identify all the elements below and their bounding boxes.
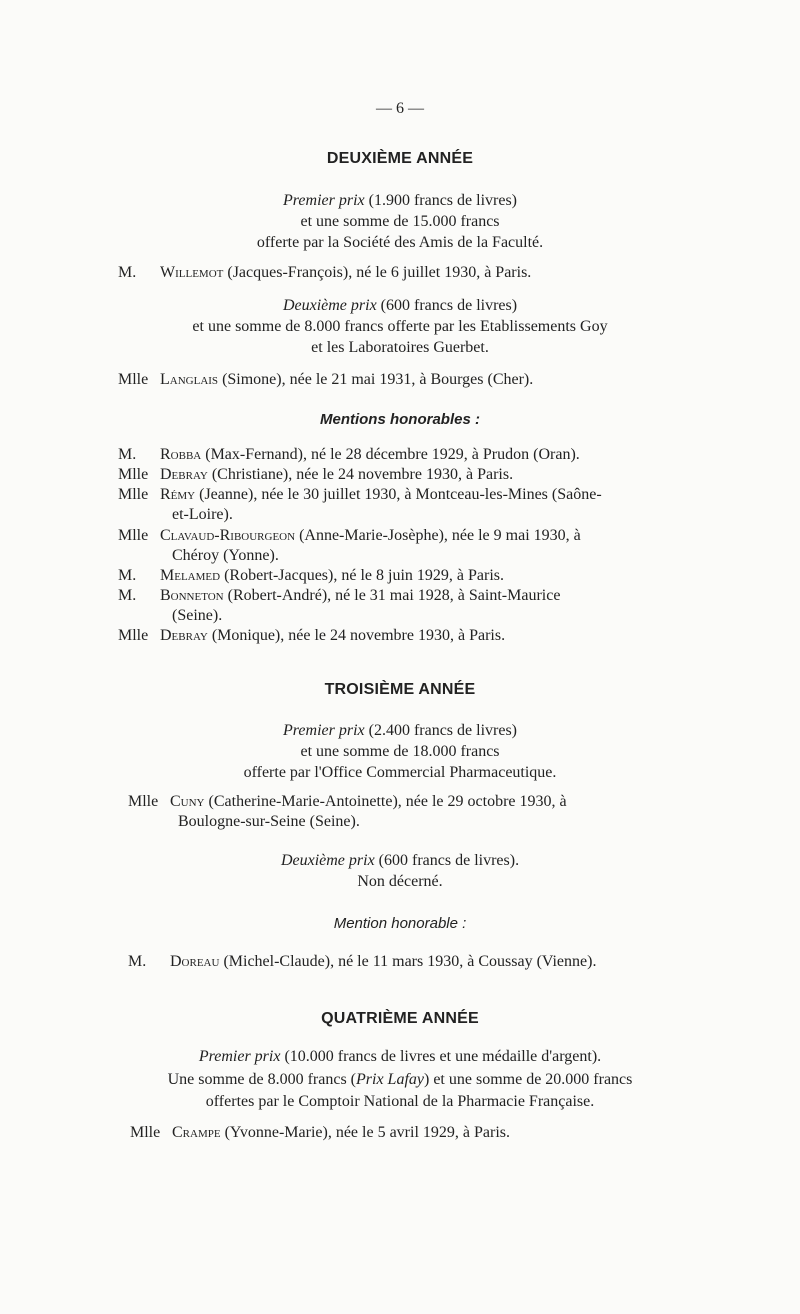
deuxieme-prix-line — [0, 297, 800, 315]
title-prefix: Mlle — [128, 793, 159, 810]
laureate-details: (Christiane), née le 24 novembre 1930, à Paris. — [211, 466, 514, 483]
premier-prix-line — [0, 1048, 800, 1066]
mention-entry — [118, 627, 505, 645]
laureate-name: Willemot — [160, 264, 224, 281]
prize-line — [0, 1071, 800, 1089]
title-prefix: Mlle — [130, 1124, 161, 1141]
laureate-continuation: Boulogne-sur-Seine (Seine). — [178, 813, 360, 830]
prize-line: offerte par la Société des Amis de la Faculté. — [256, 234, 544, 251]
prize-desc: (600 francs de livres). — [378, 852, 520, 869]
title-prefix: M. — [128, 953, 147, 970]
title-prefix: Mlle — [118, 466, 149, 483]
prize-line: Non décerné. — [357, 873, 443, 890]
laureate-name: Cuny — [170, 793, 205, 810]
page-number: — 6 — — [376, 100, 424, 117]
laureate-details: (Anne-Marie-Josèphe), née le 9 mai 1930, à — [299, 527, 581, 544]
laureate-details: (Max-Fernand), né le 28 décembre 1929, à Prudon (Oran). — [205, 446, 580, 463]
prize-line: et une somme de 18.000 francs — [300, 743, 500, 760]
prize-label: Deuxième prix — [280, 852, 375, 869]
prize-desc: (600 francs de livres) — [380, 297, 518, 314]
prize-label: Premier prix — [198, 1048, 281, 1065]
title-prefix: M. — [118, 587, 137, 604]
laureate-name: Langlais — [160, 371, 219, 388]
laureate-name: Debray — [160, 627, 208, 644]
prize-line: offerte par l'Office Commercial Pharmaceutique. — [243, 764, 557, 781]
section-title-troisieme: TROISIÈME ANNÉE — [324, 681, 476, 698]
mention-entry — [128, 953, 596, 971]
prize-label: Premier prix — [283, 722, 365, 739]
prize-line: et les Laboratoires Guerbet. — [311, 339, 489, 356]
laureate-details: (Jeanne), née le 30 juillet 1930, à Montceau-les-Mines (Saône- — [199, 486, 602, 503]
mention-entry — [118, 446, 580, 464]
prize-label: Deuxième prix — [282, 297, 377, 314]
laureate-name: Bonneton — [160, 587, 224, 604]
mention-entry — [118, 587, 560, 605]
laureate-name: Rémy — [160, 486, 196, 503]
prize-desc: (10.000 francs de livres et une médaille d'argent). — [284, 1048, 602, 1065]
laureate-name: Debray — [160, 466, 208, 483]
section-title-deuxieme: DEUXIÈME ANNÉE — [326, 150, 474, 167]
laureate-details: (Catherine-Marie-Antoinette), née le 29 octobre 1930, à — [208, 793, 567, 810]
deuxieme-prix-line — [0, 852, 800, 870]
prize-text: Une somme de 8.000 francs ( — [167, 1071, 356, 1088]
prize-line: offertes par le Comptoir National de la Pharmacie Française. — [205, 1093, 595, 1110]
laureate-details: (Simone), née le 21 mai 1931, à Bourges (Cher). — [222, 371, 534, 388]
title-prefix: Mlle — [118, 371, 149, 388]
mention-entry — [118, 567, 504, 585]
laureate-name: Robba — [160, 446, 202, 463]
mention-continuation: et-Loire). — [172, 506, 233, 523]
prize-line: et une somme de 8.000 francs offerte par les Etablissements Goy — [192, 318, 608, 335]
mention-entry — [118, 527, 581, 545]
prix-lafay: Prix Lafay — [356, 1071, 424, 1088]
laureate-details: (Michel-Claude), né le 11 mars 1930, à Coussay (Vienne). — [223, 953, 597, 970]
laureate-name: Crampe — [172, 1124, 221, 1141]
title-prefix: M. — [118, 264, 137, 281]
prize-desc: (1.900 francs de livres) — [368, 192, 517, 209]
mentions-title: Mentions honorables : — [319, 411, 480, 428]
mention-continuation: Chéroy (Yonne). — [172, 547, 279, 564]
laureate-details: (Robert-Jacques), né le 8 juin 1929, à Paris. — [224, 567, 504, 584]
laureate-details: (Monique), née le 24 novembre 1930, à Paris. — [211, 627, 506, 644]
title-prefix: M. — [118, 567, 137, 584]
mention-entry — [118, 486, 602, 504]
mention-continuation: (Seine). — [172, 607, 223, 624]
prize-text: ) et une somme de 20.000 francs — [424, 1071, 633, 1088]
laureate-details: (Robert-André), né le 31 mai 1928, à Saint-Maurice — [227, 587, 561, 604]
laureate-entry — [130, 1124, 510, 1142]
mention-entry — [118, 466, 513, 484]
laureate-name: Doreau — [170, 953, 220, 970]
title-prefix: M. — [118, 446, 137, 463]
laureate-details: (Jacques-François), né le 6 juillet 1930, à Paris. — [227, 264, 532, 281]
title-prefix: Mlle — [118, 486, 149, 503]
title-prefix: Mlle — [118, 527, 149, 544]
prize-line: et une somme de 15.000 francs — [300, 213, 500, 230]
laureate-entry — [128, 793, 567, 811]
premier-prix-line — [0, 192, 800, 210]
section-title-quatrieme: QUATRIÈME ANNÉE — [321, 1010, 479, 1027]
laureate-name: Clavaud-Ribourgeon — [160, 527, 296, 544]
premier-prix-line — [0, 722, 800, 740]
laureate-name: Melamed — [160, 567, 221, 584]
laureate-details: (Yvonne-Marie), née le 5 avril 1929, à Paris. — [224, 1124, 510, 1141]
prize-desc: (2.400 francs de livres) — [368, 722, 517, 739]
prize-label: Premier prix — [283, 192, 365, 209]
mention-title: Mention honorable : — [333, 915, 467, 932]
title-prefix: Mlle — [118, 627, 149, 644]
laureate-entry — [118, 371, 533, 389]
laureate-entry — [118, 264, 531, 282]
